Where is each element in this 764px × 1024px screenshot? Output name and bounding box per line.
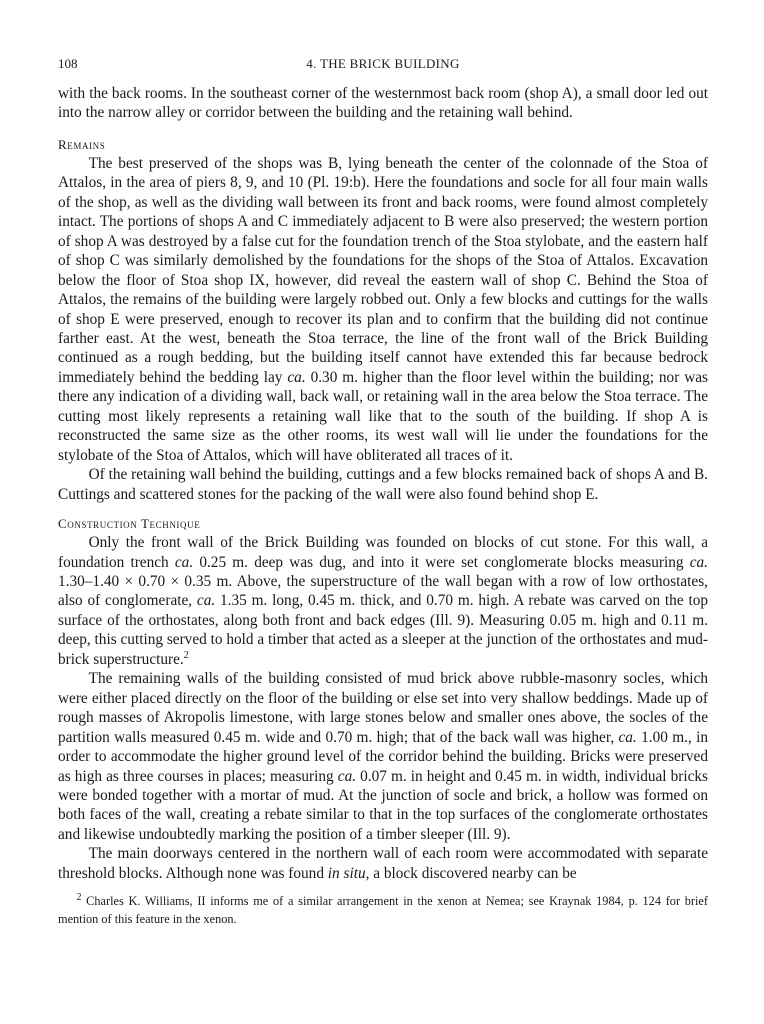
- construction-paragraph-1: Only the front wall of the Brick Building was founded on blocks of cut stone. For this wall, a foundation trench ca. 0.25 m. deep was dug, and into it were set conglomerate blocks measuring ca. 1.30–1.40 × 0.70 × 0.35 m. Above, the superstructure of the wall began with a row of low orthostates, also of conglomerate, ca. 1.35 m. long, 0.45 m. thick, and 0.70 m. high. A rebate was carved on the top surface of the orthostates, along both front and back edges (Ill. 9). Measuring 0.05 m. high and 0.11 m. deep, this cutting served to hold a timber that acted as a sleeper at the junction of the orthostates and mud-brick superstructure.$^2$: [58, 534, 708, 668]
- intro-paragraph: with the back rooms. In the southeast corner of the westernmost back room (shop A), a small door led out into the narrow alley or corridor between the building and the retaining wall behind.: [58, 85, 708, 122]
- construction-paragraph-2: The remaining walls of the building consisted of mud brick above rubble-masonry socles, which were either placed directly on the floor of the building or else set into very shallow beddings. Made up of rough masses of Akropolis limestone, with large stones below and smaller ones above, the socles of the partition walls measured 0.45 m. wide and 0.70 m. high; that of the back wall was higher, ca. 1.00 m., in order to accommodate the higher ground level of the corridor behind the building. Bricks were preserved as high as three courses in places; measuring ca. 0.07 m. in height and 0.45 m. in width, individual bricks were bonded together with a mortar of mud. At the junction of socle and brick, a hollow was formed on both faces of the wall, creating a rebate similar to that in the top surfaces of the conglomerate orthostates and likewise undoubtedly marking the position of a timber sleeper (Ill. 9).: [58, 670, 708, 843]
- remains-paragraph-1: The best preserved of the shops was B, lying beneath the center of the colonnade of the Stoa of Attalos, in the area of piers 8, 9, and 10 (Pl. 19:b). Here the foundations and socle for all four main walls of the shop, as well as the dividing wall between its front and back rooms, were found almost completely intact. The portions of shops A and C immediately adjacent to B were also preserved; the western portion of shop A was destroyed by a false cut for the foundation trench of the Stoa stylobate, and the eastern half of shop C was similarly demolished by the foundations for the shops of the Stoa of Attalos. Excavation below the floor of Stoa shop IX, however, did reveal the eastern wall of shop C. Behind the Stoa of Attalos, the remains of the building were largely robbed out. Only a few blocks and cuttings for the walls of shop E were preserved, enough to recover its plan and to confirm that the building did not continue farther east. At the west, beneath the Stoa terrace, the line of the front wall of the Brick Building continued as a rough bedding, but the building itself cannot have extended this far because bedrock immediately behind the bedding lay ca. 0.30 m. higher than the floor level within the building; nor was there any indication of a dividing wall, back wall, or retaining wall in the area below the Stoa terrace. The cutting most likely represents a retaining wall like that to the south of the building. If shop A is reconstructed the same size as the other rooms, its west wall will lie under the foundations for the stylobate of the Stoa of Attalos, which will have obliterated all traces of it.: [58, 154, 708, 464]
- footnote: $^2$ Charles K. Williams, II informs me of a similar arrangement in the xenon at Nemea; see Kraynak 1984, p. 124 for brief mention of this feature in the xenon.: [58, 892, 708, 926]
- running-head: [58, 56, 708, 78]
- section-heading-construction: Construction Technique: [58, 516, 201, 532]
- page-number: 108: [58, 56, 78, 71]
- chapter-title: 4. THE BRICK BUILDING: [306, 56, 460, 71]
- remains-paragraph-2: Of the retaining wall behind the building, cuttings and a few blocks remained back of shops A and B. Cuttings and scattered stones for the packing of the wall were also found behind shop E.: [58, 466, 708, 503]
- construction-paragraph-3: The main doorways centered in the northern wall of each room were accommodated with separate threshold blocks. Although none was found in situ, a block discovered nearby can be: [58, 845, 708, 882]
- footnote-reference[interactable]: 2: [183, 649, 189, 661]
- section-heading-remains: Remains: [58, 136, 106, 152]
- footnote-number: 2: [76, 892, 82, 904]
